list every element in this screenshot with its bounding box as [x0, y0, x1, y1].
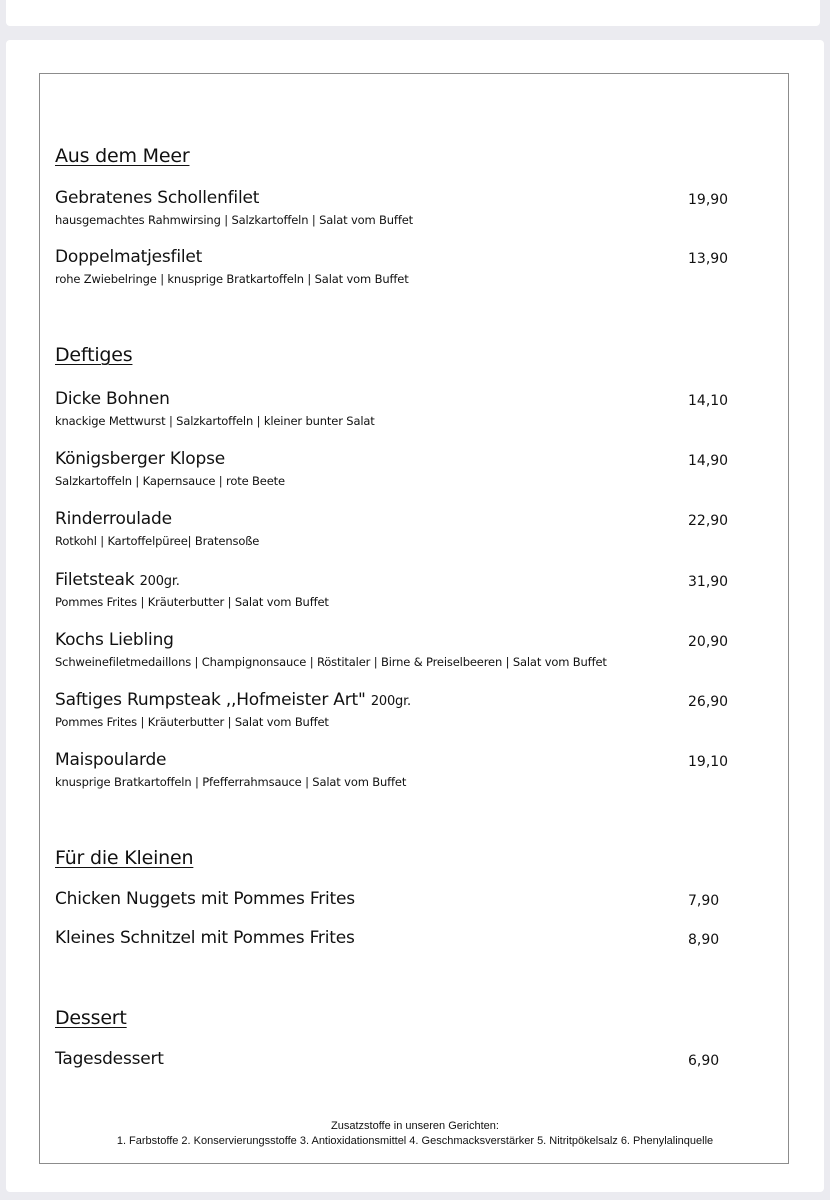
previous-page-edge — [6, 0, 820, 26]
menu-item-price: 19,90 — [688, 192, 729, 208]
menu-item-name: Königsberger Klopse — [55, 449, 226, 469]
menu-item-description: Rotkohl | Kartoffelpüree| Bratensoße — [55, 534, 260, 548]
menu-item-price: 14,90 — [688, 453, 729, 469]
menu-item-price: 31,90 — [688, 574, 729, 590]
menu-item-name: Gebratenes Schollenfilet — [55, 188, 260, 208]
section-title-dessert: Dessert — [55, 1007, 127, 1029]
menu-item-description: rohe Zwiebelringe | knusprige Bratkartoffeln | Salat vom Buffet — [55, 272, 409, 286]
menu-page — [6, 40, 824, 1192]
menu-item-name: Chicken Nuggets mit Pommes Frites — [55, 889, 355, 909]
menu-item-description: hausgemachtes Rahmwirsing | Salzkartoffeln | Salat vom Buffet — [55, 213, 414, 227]
menu-item-name-text: Saftiges Rumpsteak ,,Hofmeister Art" — [55, 690, 366, 710]
menu-item-name: Kochs Liebling — [55, 630, 174, 650]
menu-item-description: Salzkartoffeln | Kapernsauce | rote Beete — [55, 474, 285, 488]
menu-item-price: 26,90 — [688, 694, 729, 710]
menu-item-name: Doppelmatjesfilet — [55, 247, 203, 267]
menu-item-weight: 200gr. — [139, 574, 180, 589]
menu-item-price: 6,90 — [688, 1053, 720, 1069]
menu-frame — [39, 73, 789, 1164]
menu-item-name: Maispoularde — [55, 750, 167, 770]
menu-item-name: Tagesdessert — [55, 1049, 164, 1069]
section-title-aus-dem-meer: Aus dem Meer — [55, 145, 190, 167]
menu-item-price: 8,90 — [688, 932, 720, 948]
menu-item-description: Schweinefiletmedaillons | Champignonsauce | Röstitaler | Birne & Preiselbeeren | Salat vom Buffet — [55, 655, 607, 669]
section-title-fuer-die-kleinen: Für die Kleinen — [55, 847, 194, 869]
section-title-deftiges: Deftiges — [55, 344, 133, 366]
menu-item-weight: 200gr. — [370, 694, 411, 709]
menu-item-name: Kleines Schnitzel mit Pommes Frites — [55, 928, 355, 948]
menu-item-price: 22,90 — [688, 513, 729, 529]
menu-item-price: 14,10 — [688, 393, 729, 409]
menu-item-description: knusprige Bratkartoffeln | Pfefferrahmsauce | Salat vom Buffet — [55, 775, 407, 789]
menu-item-price: 7,90 — [688, 893, 720, 909]
menu-item-name: Dicke Bohnen — [55, 389, 170, 409]
menu-item-price: 13,90 — [688, 251, 729, 267]
additives-list: 1. Farbstoffe 2. Konservierungsstoffe 3. Antioxidationsmittel 4. Geschmacksverstärker 5. Nitritpökelsalz 6. Phenylalinquelle — [116, 1135, 714, 1147]
menu-item-price: 20,90 — [688, 634, 729, 650]
additives-heading: Zusatzstoffe in unseren Gerichten: — [331, 1120, 499, 1132]
menu-item-description: Pommes Frites | Kräuterbutter | Salat vom Buffet — [55, 595, 329, 609]
menu-item-description: knackige Mettwurst | Salzkartoffeln | kleiner bunter Salat — [55, 414, 375, 428]
menu-item-price: 19,10 — [688, 754, 729, 770]
menu-item-name-text: Filetsteak — [55, 570, 135, 590]
menu-item-name — [55, 570, 180, 590]
menu-item-name: Rinderroulade — [55, 509, 172, 529]
menu-item-description: Pommes Frites | Kräuterbutter | Salat vom Buffet — [55, 715, 329, 729]
menu-item-name — [55, 690, 411, 710]
